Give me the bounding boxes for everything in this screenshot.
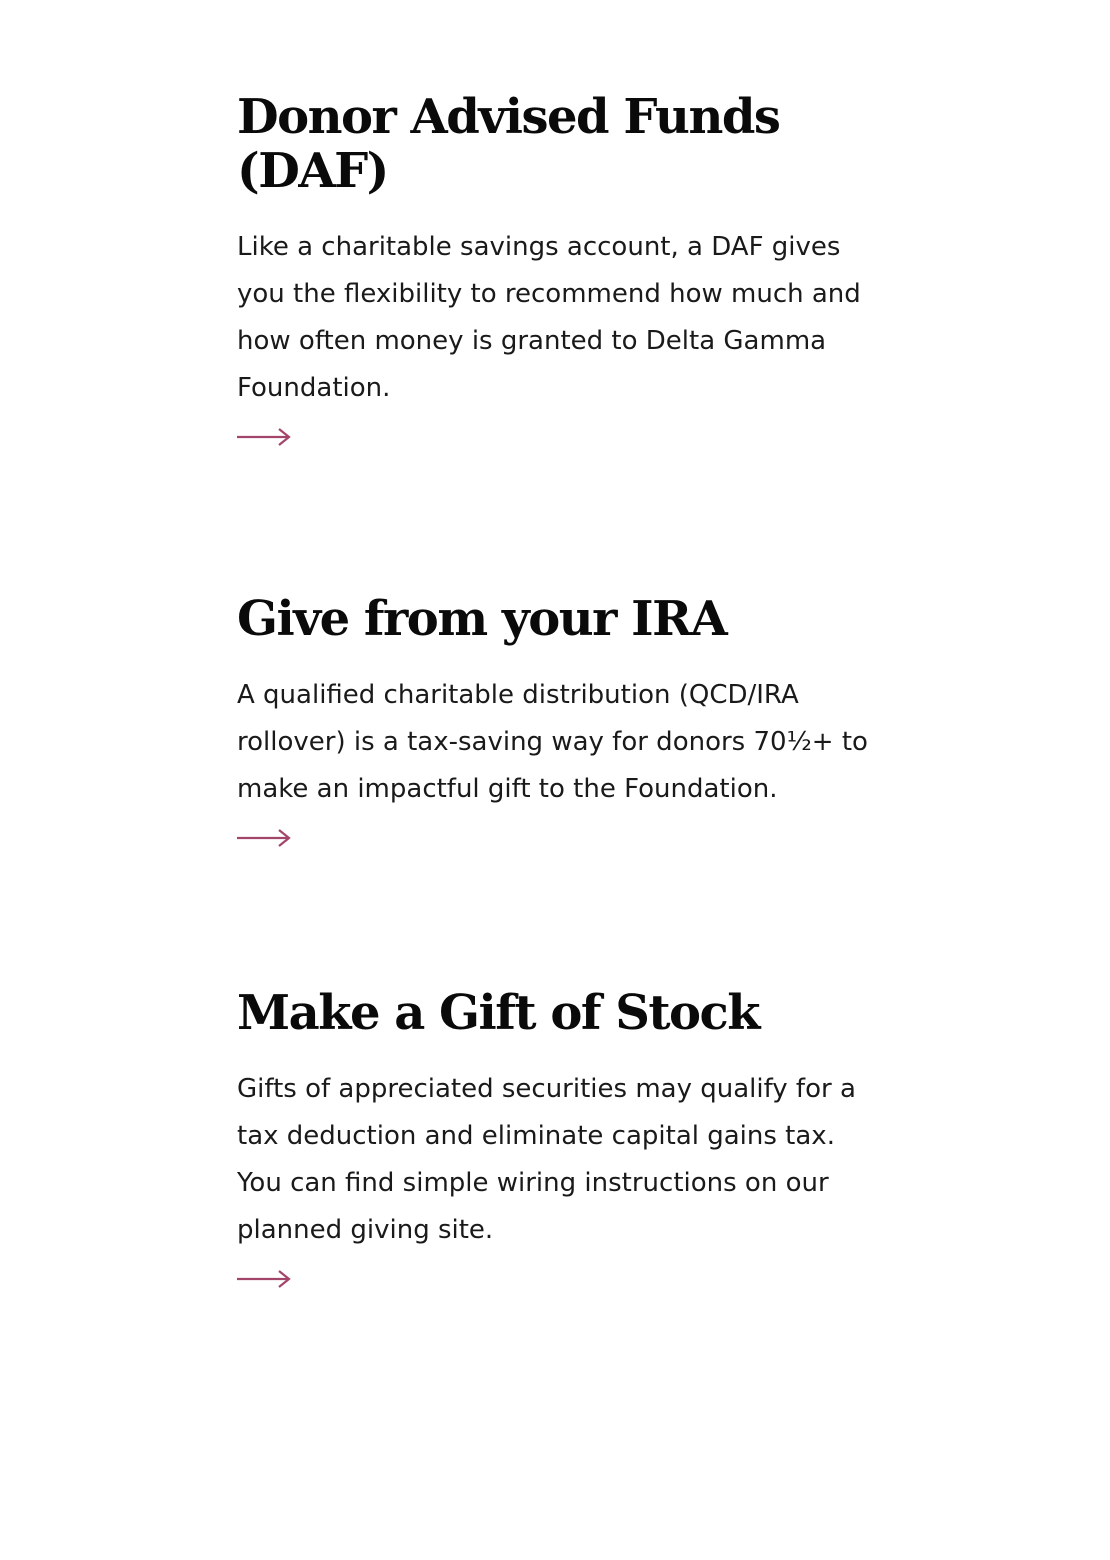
arrow-right-icon[interactable] [237, 426, 293, 448]
section-heading: Make a Gift of Stock [237, 985, 760, 1041]
section-give-from-ira [237, 592, 877, 849]
section-description: Gifts of appreciated securities may qualify for a tax deduction and eliminate capital gains tax. You can find simple wiring instructions on our planned giving site. [237, 1074, 856, 1245]
section-description: A qualified charitable distribution (QCD/IRA rollover) is a tax-saving way for donors 70½+ to make an impactful gift to the Foundation. [237, 680, 868, 804]
section-heading: Donor Advised Funds (DAF) [237, 89, 780, 199]
arrow-right-icon[interactable] [237, 1268, 293, 1290]
section-description: Like a charitable savings account, a DAF gives you the flexibility to recommend how much and how often money is granted to Delta Gamma Foundation. [237, 232, 861, 403]
section-donor-advised-funds [237, 90, 877, 448]
arrow-right-icon[interactable] [237, 827, 293, 849]
section-heading: Give from your IRA [237, 591, 727, 647]
section-gift-of-stock [237, 986, 877, 1290]
